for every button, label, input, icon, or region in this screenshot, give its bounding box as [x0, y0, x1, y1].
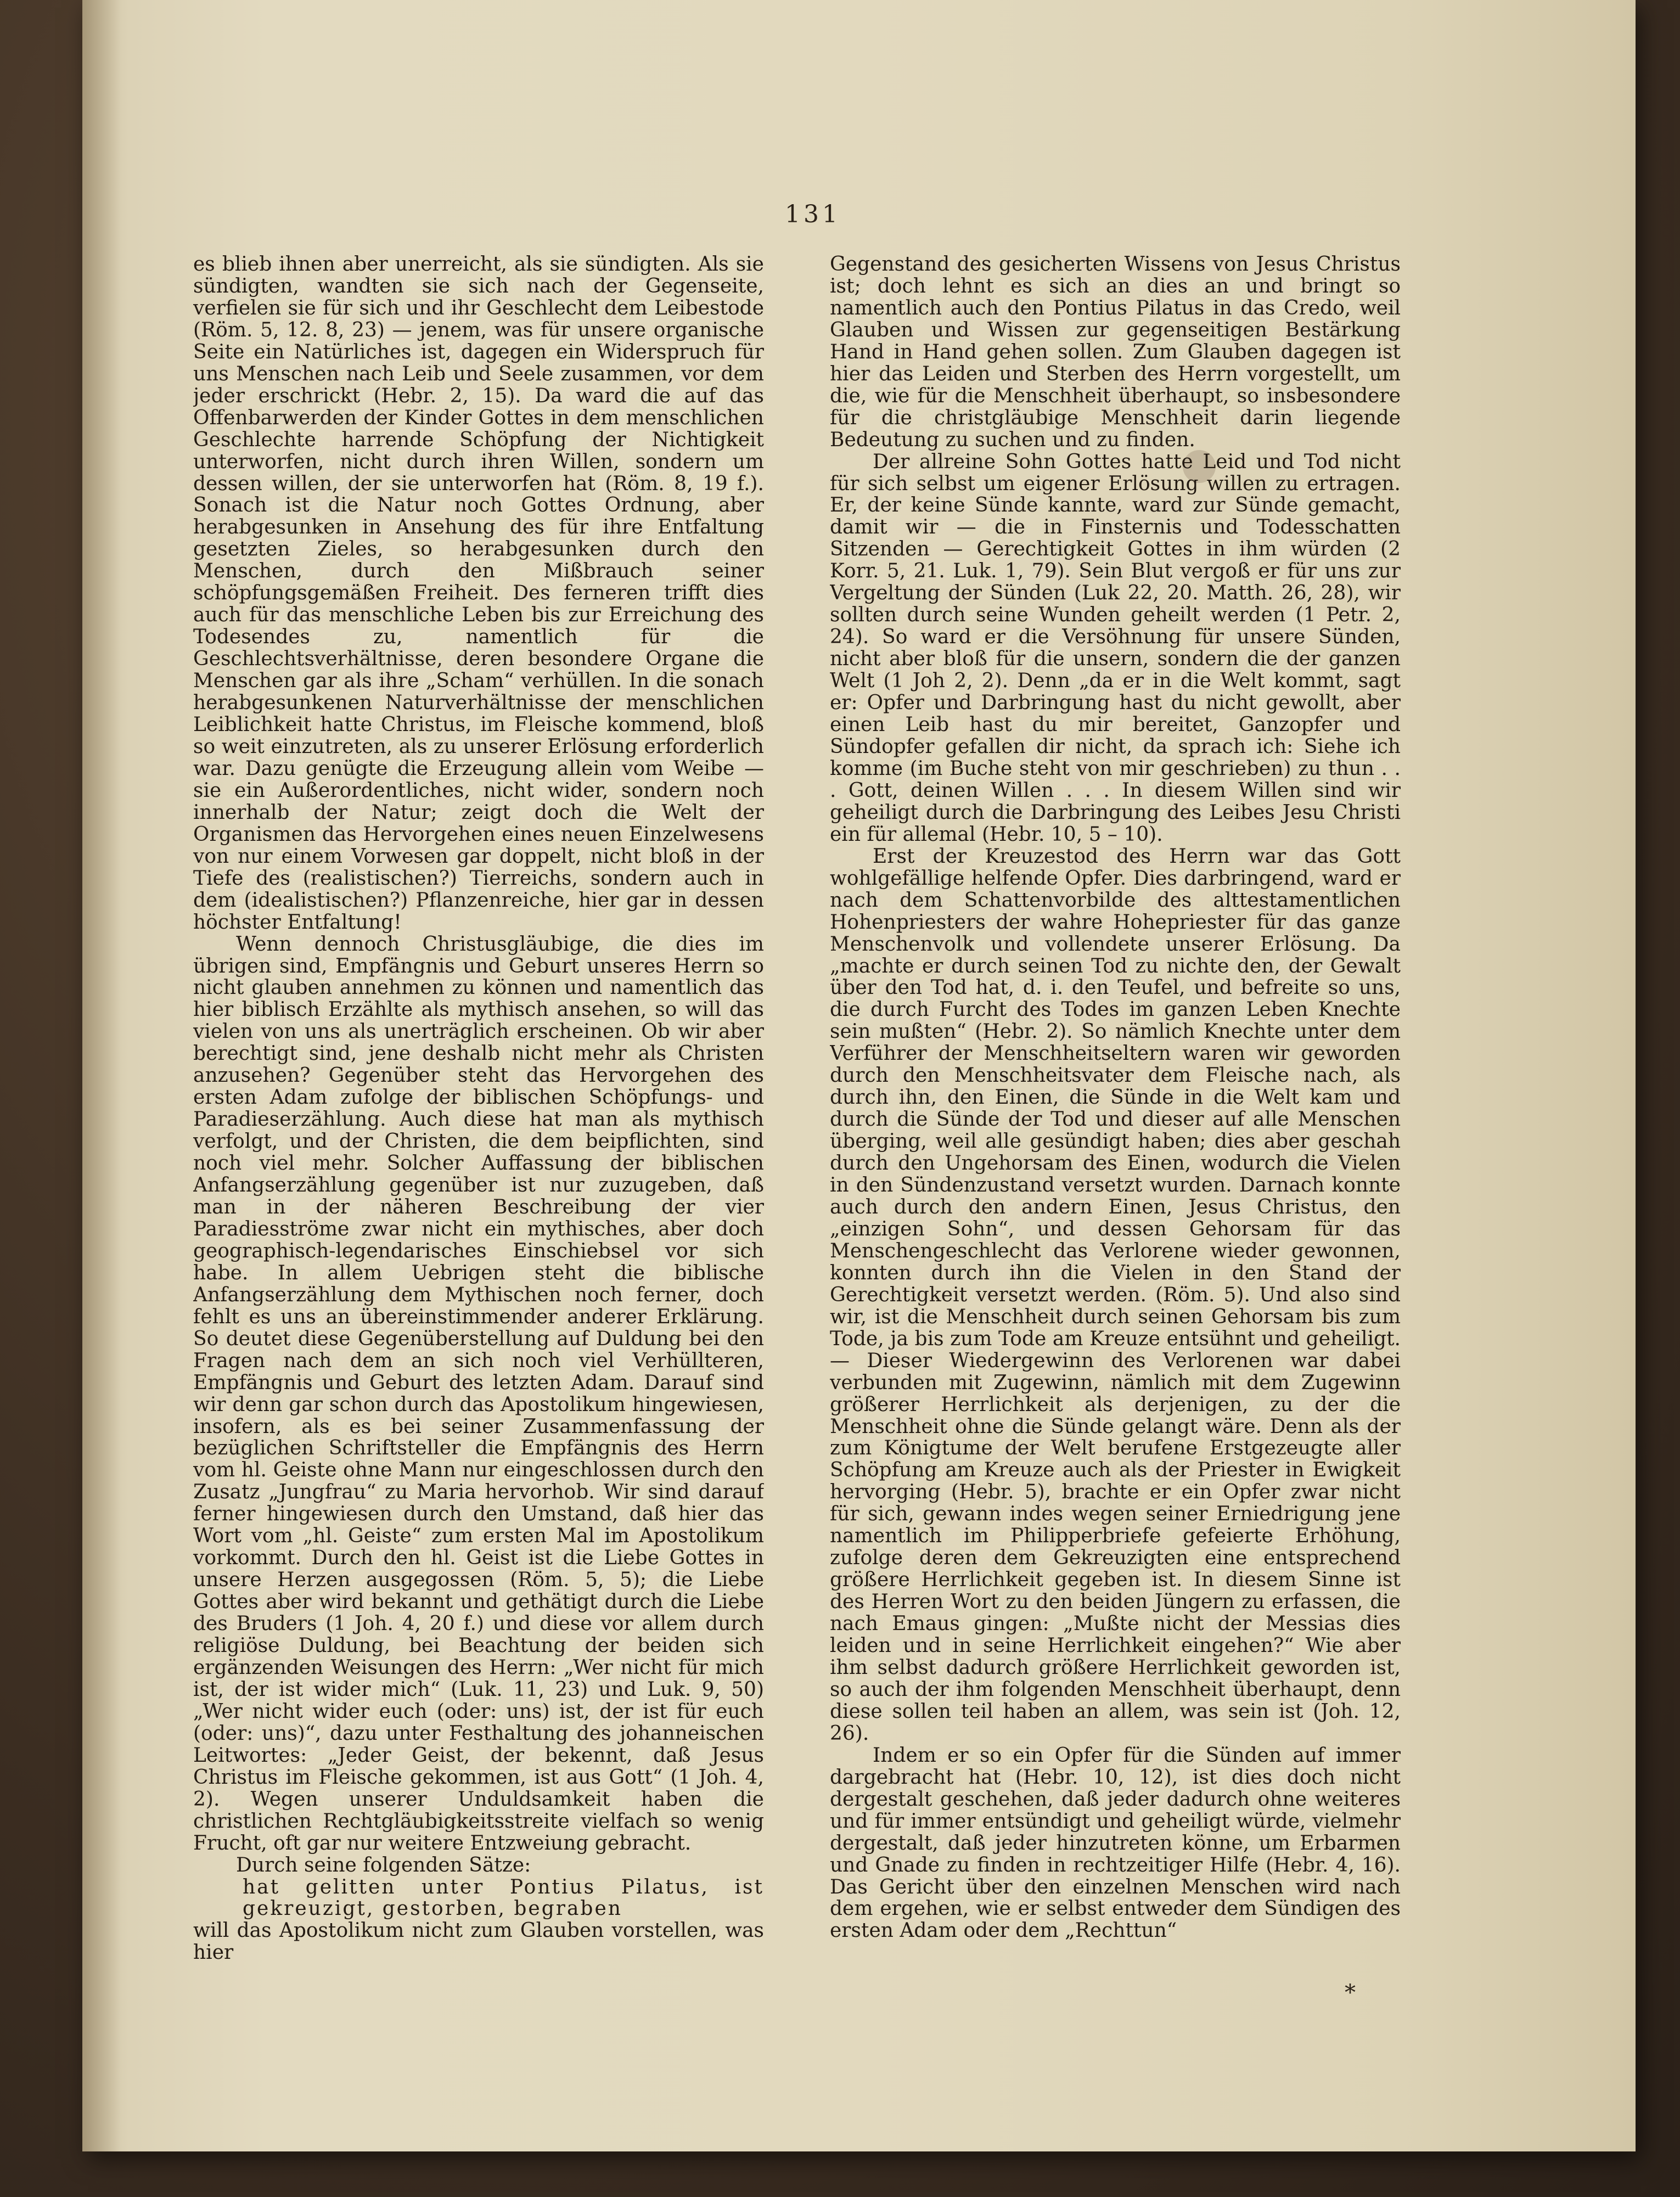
- signature-mark: *: [1345, 1980, 1356, 2005]
- left-text-column: [193, 254, 764, 1966]
- right-text-column: [830, 254, 1401, 1966]
- paragraph: Gegenstand des gesicherten Wissens von Jesus Christus ist; doch lehnt es sich an dies an und bringt so namentlich auch den Pontius Pilatus in das Credo, weil Glauben und Wissen zur gegenseitigen Bestärkung Hand in Hand gehen sollen. Zum Glauben dagegen ist hier das Leiden und Sterben des Herrn vorgestellt, um die, wie für die Menschheit überhaupt, so insbesondere für die christgläubige Menschheit darin liegende Bedeutung zu suchen und zu finden.: [830, 254, 1401, 451]
- paragraph: Wenn dennoch Christusgläubige, die dies im übrigen sind, Empfängnis und Geburt unseres Herrn so nicht glauben annehmen zu können und namentlich das hier biblisch Erzählte als mythisch ansehen, so will das vielen von uns als unerträglich erscheinen. Ob wir aber berechtigt sind, jene deshalb nicht mehr als Christen anzusehen? Gegenüber steht das Hervorgehen des ersten Adam zufolge der biblischen Schöpfungs- und Paradieserzählung. Auch diese hat man als mythisch verfolgt, und der Christen, die dem beipflichten, sind noch viel mehr. Solcher Auffassung der biblischen Anfangserzählung gegenüber ist nur zuzugeben, daß man in der näheren Beschreibung der vier Paradiesströme zwar nicht ein mythisches, aber doch geographisch-legendarisches Einschiebsel vor sich habe. In allem Uebrigen steht die biblische Anfangserzählung dem Mythischen noch ferner, doch fehlt es uns an übereinstimmender anderer Erklärung. So deutet diese Gegenüberstellung auf Duldung bei den Fragen nach dem an sich noch viel Verhüllteren, Empfängnis und Geburt des letzten Adam. Darauf sind wir denn gar schon durch das Apostolikum hingewiesen, insofern, als es bei seiner Zusammenfassung der bezüglichen Schriftsteller die Empfängnis des Herrn vom hl. Geiste ohne Mann nur eingeschlossen durch den Zusatz „Jungfrau“ zu Maria hervorhob. Wir sind darauf ferner hingewiesen durch den Umstand, daß hier das Wort vom „hl. Geiste“ zum ersten Mal im Apostolikum vorkommt. Durch den hl. Geist ist die Liebe Gottes in unsere Herzen ausgegossen (Röm. 5, 5); die Liebe Gottes aber wird bekannt und gethätigt durch die Liebe des Bruders (1 Joh. 4, 20 f.) und diese vor allem durch religiöse Duldung, bei Beachtung der beiden sich ergänzenden Weisungen des Herrn: „Wer nicht für mich ist, der ist wider mich“ (Luk. 11, 23) und Luk. 9, 50) „Wer nicht wider euch (oder: uns) ist, der ist für euch (oder: uns)“, dazu unter Festhaltung des johanneischen Leitwortes: „Jeder Geist, der bekennt, daß Jesus Christus im Fleische gekommen, ist aus Gott“ (1 Joh. 4, 2). Wegen unserer Unduldsamkeit haben die christlichen Rechtgläubigkeitsstreite vielfach so wenig Frucht, oft gar nur weitere Entzweiung gebracht.: [193, 932, 764, 1855]
- paragraph: Erst der Kreuzestod des Herrn war das Gott wohlgefällige helfende Opfer. Dies darbringend, ward er nach dem Schattenvorbilde des alttestamentlichen Hohenpriesters der wahre Hohepriester für das ganze Menschenvolk und vollendete unserer Erlösung. Da „machte er durch seinen Tod zu nichte den, der Gewalt über den Tod hat, d. i. den Teufel, und befreite so uns, die durch Furcht des Todes im ganzen Leben Knechte sein mußten“ (Hebr. 2). So nämlich Knechte unter dem Verführer der Menschheitseltern waren wir geworden durch den Menschheitsvater dem Fleische nach, als durch ihn, den Einen, die Sünde in die Welt kam und durch die Sünde der Tod und dieser auf alle Menschen überging, weil alle gesündigt haben; dies aber geschah durch den Ungehorsam des Einen, wodurch die Vielen in den Sündenzustand versetzt wurden. Darnach konnte auch durch den andern Einen, Jesus Christus, den „einzigen Sohn“, und dessen Gehorsam für das Menschengeschlecht das Verlorene wieder gewonnen, konnten durch ihn die Vielen in den Stand der Gerechtigkeit versetzt werden. (Röm. 5). Und also sind wir, ist die Menschheit durch seinen Gehorsam bis zum Tode, ja bis zum Tode am Kreuze entsühnt und geheiligt. — Dieser Wiedergewinn des Verlorenen war dabei verbunden mit Zugewinn, nämlich mit dem Zugewinn größerer Herrlichkeit als derjenigen, zu der die Menschheit ohne die Sünde gelangt wäre. Denn als der zum Königtume der Welt berufene Erstgezeugte aller Schöpfung am Kreuze auch als der Priester in Ewigkeit hervorging (Hebr. 5), brachte er ein Opfer zwar nicht für sich, gewann indes wegen seiner Erniedrigung jene namentlich im Philipperbriefe gefeierte Erhöhung, zufolge deren dem Gekreuzigten eine entsprechend größere Herrlichkeit gegeben ist. In diesem Sinne ist des Herren Wort zu den beiden Jüngern zu erfassen, die nach Emaus gingen: „Mußte nicht der Messias dies leiden und in seine Herrlichkeit eingehen?“ Wie aber ihm selbst dadurch größere Herrlichkeit geworden ist, so auch der ihm folgenden Menschheit überhaupt, denn diese sollen teil haben an allem, was sein ist (Joh. 12, 26).: [830, 845, 1401, 1745]
- creed-quote: hat gelitten unter Pontius Pilatus, ist gekreuzigt, gestorben, begraben: [243, 1875, 764, 1920]
- paragraph: Indem er so ein Opfer für die Sünden auf immer dargebracht hat (Hebr. 10, 12), ist dies doch nicht dergestalt geschehen, daß jeder dadurch ohne weiteres und für immer entsündigt und geheiligt würde, vielmehr dergestalt, daß jeder hinzutreten könne, um Erbarmen und Gnade zu finden in rechtzeitiger Hilfe (Hebr. 4, 16). Das Gericht über den einzelnen Menschen wird nach dem ergehen, wie er selbst entweder dem Sündigen des ersten Adam oder dem „Rechttun“: [830, 1744, 1401, 1942]
- paragraph: es blieb ihnen aber unerreicht, als sie sündigten. Als sie sündigten, wandten sie sich nach der Gegenseite, verfielen sie für sich und ihr Geschlecht dem Leibestode (Röm. 5, 12. 8, 23) — jenem, was für unsere organische Seite ein Natürliches ist, dagegen ein Widerspruch für uns Menschen nach Leib und Seele zusammen, vor dem jeder erschrickt (Hebr. 2, 15). Da ward die auf das Offenbarwerden der Kinder Gottes in dem menschlichen Geschlechte harrende Schöpfung der Nichtigkeit unterworfen, nicht durch ihren Willen, sondern um dessen willen, der sie unterworfen hat (Röm. 8, 19 f.). Sonach ist die Natur noch Gottes Ordnung, aber herabgesunken in Ansehung des für ihre Entfaltung gesetzten Zieles, so herabgesunken durch den Menschen, durch den Mißbrauch seiner schöpfungsgemäßen Freiheit. Des ferneren trifft dies auch für das menschliche Leben bis zur Erreichung des Todesendes zu, namentlich für die Geschlechtsverhältnisse, deren besondere Organe die Menschen gar als ihre „Scham“ verhüllen. In die sonach herabgesunkenen Naturverhältnisse der menschlichen Leiblichkeit hatte Christus, im Fleische kommend, bloß so weit einzutreten, als zu unserer Erlösung erforderlich war. Dazu genügte die Erzeugung allein vom Weibe — sie ein Außerordentliches, nicht wider, sondern noch innerhalb der Natur; zeigt doch die Welt der Organismen das Hervorgehen eines neuen Einzelwesens von nur einem Vorwesen gar doppelt, nicht bloß in der Tiefe des (realistischen?) Tierreichs, sondern auch in dem (idealistischen?) Pflanzenreiche, hier gar in dessen höchster Entfaltung!: [193, 254, 764, 934]
- page-gutter: [82, 0, 121, 2151]
- paragraph: Durch seine folgenden Sätze:: [236, 1853, 531, 1876]
- paragraph: will das Apostolikum nicht zum Glauben vorstellen, was hier: [193, 1919, 764, 1964]
- page-number: 131: [785, 200, 841, 228]
- paragraph: Der allreine Sohn Gottes hatte Leid und Tod nicht für sich selbst um eigener Erlösung willen zu ertragen. Er, der keine Sünde kannte, ward zur Sünde gemacht, damit wir — die in Finsternis und Todesschatten Sitzenden — Gerechtigkeit Gottes in ihm würden (2 Korr. 5, 21. Luk. 1, 79). Sein Blut vergoß er für uns zur Vergeltung der Sünden (Luk 22, 20. Matth. 26, 28), wir sollten durch seine Wunden geheilt werden (1 Petr. 2, 24). So ward er die Versöhnung für unsere Sünden, nicht aber bloß für die unsern, sondern die der ganzen Welt (1 Joh 2, 2). Denn „da er in die Welt kommt, sagt er: Opfer und Darbringung hast du nicht gewollt, aber einen Leib hast du mir bereitet, Ganzopfer und Sündopfer gefallen dir nicht, da sprach ich: Siehe ich komme (im Buche steht von mir geschrieben) zu thun . . . Gott, deinen Willen . . . In diesem Willen sind wir geheiligt durch die Darbringung des Leibes Jesu Christi ein für allemal (Hebr. 10, 5 – 10).: [830, 450, 1401, 846]
